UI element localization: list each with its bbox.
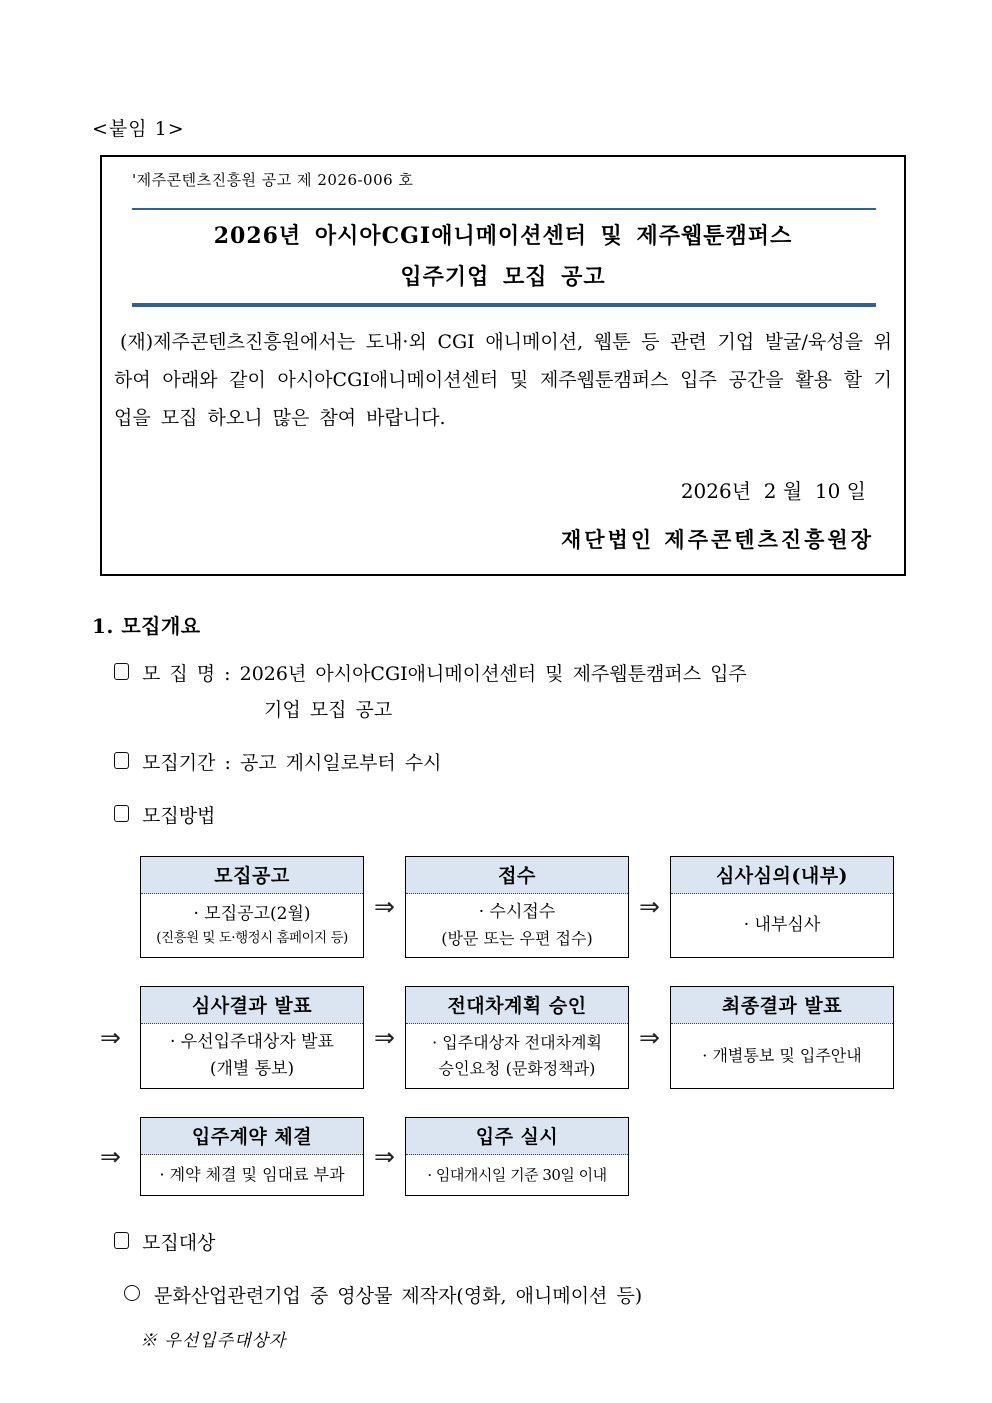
flow-arrow-icon: ⇒	[100, 1142, 121, 1172]
flow-step-title: 전대차계획 승인	[406, 987, 628, 1024]
flow-step-line: · 개별통보 및 입주안내	[702, 1046, 862, 1066]
notice-body: (재)제주콘텐츠진흥원에서는 도내·외 CGI 애니메이션, 웹툰 등 관련 기업 발굴/육성을 위하여 아래와 같이 아시아CGI애니메이션센터 및 제주웹툰캠퍼스 입주 공간을 활용 할 기업을 모집 하오니 많은 참여 바랍니다.	[114, 331, 892, 430]
process-flow-diagram	[100, 856, 900, 1196]
target-bullet-text: 문화산업관련기업 중 영상물 제작자(영화, 애니메이션 등)	[154, 1285, 643, 1308]
item-recruit-target: 모집대상	[114, 1226, 992, 1261]
flow-step-line: · 계약 체결 및 임대료 부과	[159, 1165, 345, 1185]
circle-bullet-icon	[124, 1285, 140, 1301]
target-bullet-item	[124, 1281, 992, 1308]
notice-number: '제주콘텐츠진흥원 공고 제 2026-006 호	[132, 171, 414, 189]
flow-row-1	[100, 856, 900, 958]
flow-step-line: · 임대개시일 기준 30일 이내	[427, 1166, 607, 1185]
flow-arrow-icon: ⇒	[374, 1142, 395, 1172]
flow-step-move-in	[405, 1117, 629, 1196]
flow-step-internal-review	[670, 856, 894, 958]
flow-row-2	[100, 986, 900, 1089]
item-recruit-name	[114, 657, 992, 727]
notice-box	[100, 155, 906, 576]
notice-title	[110, 216, 896, 297]
flow-arrow-icon: ⇒	[639, 892, 660, 922]
flow-arrow-icon: ⇒	[374, 1022, 395, 1052]
notice-date: 2026년 2 월 10 일	[680, 479, 866, 504]
checkbox-icon	[114, 805, 129, 822]
flow-row-3	[100, 1117, 900, 1196]
flow-step-title: 심사결과 발표	[141, 987, 363, 1024]
flow-step-line: · 모집공고(2월)	[193, 903, 311, 924]
flow-arrow-icon: ⇒	[100, 1022, 121, 1052]
notice-signer: 재단법인 제주콘텐츠진흥원장	[560, 527, 874, 553]
title-bottom-rule	[132, 303, 876, 307]
notice-title-line1: 2026년 아시아CGI애니메이션센터 및 제주웹툰캠퍼스	[213, 223, 793, 249]
item-recruit-name-line1: 모 집 명 : 2026년 아시아CGI애니메이션센터 및 제주웹툰캠퍼스 입주	[142, 663, 747, 686]
attachment-label: <붙임 1>	[92, 118, 185, 140]
flow-step-announcement	[140, 856, 364, 958]
section-heading-overview: 1. 모집개요	[92, 614, 201, 639]
item-recruit-method: 모집방법	[114, 799, 992, 834]
flow-step-line-small: (방문 또는 우편 접수)	[441, 929, 593, 949]
flow-step-line: · 내부심사	[743, 914, 821, 935]
flow-step-line: · 우선입주대상자 발표	[169, 1031, 334, 1052]
flow-step-title: 심사심의(내부)	[671, 857, 893, 894]
flow-step-reception	[405, 856, 629, 958]
flow-step-line: 승인요청 (문화정책과)	[438, 1058, 596, 1078]
flow-step-title: 최종결과 발표	[671, 987, 893, 1024]
flow-step-title: 입주계약 체결	[141, 1118, 363, 1155]
flow-step-line: (개별 통보)	[209, 1058, 295, 1079]
flow-arrow-icon: ⇒	[639, 1022, 660, 1052]
flow-step-contract	[140, 1117, 364, 1196]
checkbox-icon	[114, 752, 129, 769]
flow-arrow-icon: ⇒	[374, 892, 395, 922]
checkbox-icon	[114, 663, 129, 680]
flow-step-final-result	[670, 986, 894, 1089]
notice-title-line2: 입주기업 모집 공고	[400, 263, 606, 290]
priority-tenant-note: ※ 우선입주대상자	[140, 1331, 287, 1352]
flow-step-title: 입주 실시	[406, 1118, 628, 1155]
item-recruit-name-line2: 기업 모집 공고	[264, 698, 393, 721]
flow-step-sublease-approval	[405, 986, 629, 1089]
checkbox-icon	[114, 1232, 129, 1249]
flow-step-review-result	[140, 986, 364, 1089]
title-top-rule	[132, 208, 876, 210]
flow-step-title: 접수	[406, 857, 628, 894]
flow-step-line: · 입주대상자 전대차계획	[432, 1033, 602, 1053]
flow-step-title: 모집공고	[141, 857, 363, 894]
flow-lead-spacer	[100, 856, 140, 958]
flow-step-line: · 수시접수	[478, 901, 556, 922]
flow-step-line-small: (진흥원 및 도·행정시 홈페이지 등)	[156, 930, 348, 947]
item-recruit-period: 모집기간 : 공고 게시일로부터 수시	[114, 746, 992, 781]
